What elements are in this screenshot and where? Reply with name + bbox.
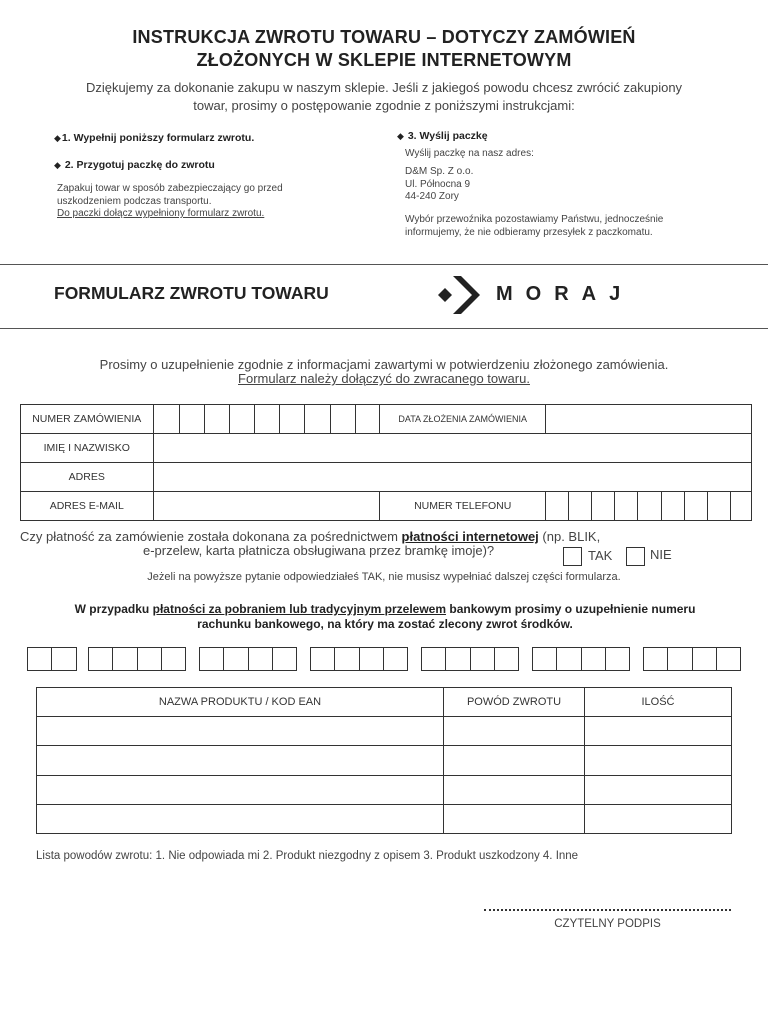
order-number-cell[interactable] <box>305 405 331 434</box>
bank-instruction-line-1 <box>40 602 730 617</box>
name-field[interactable] <box>153 434 751 463</box>
phone-label: NUMER TELEFONU <box>380 492 546 521</box>
bank-instruction <box>40 602 730 632</box>
account-digit-cell[interactable] <box>248 647 274 671</box>
table-row <box>37 775 732 804</box>
skip-note: Jeżeli na powyższe pytanie odpowiedziałeś TAK, nie musisz wypełniać dalszej części formularza. <box>147 571 621 583</box>
diamond-bullet-icon: ◆ <box>54 160 61 170</box>
title-line-1: INSTRUKCJA ZWROTU TOWARU – DOTYCZY ZAMÓWIEŃ <box>132 27 636 47</box>
divider-top <box>0 264 768 265</box>
document-title <box>0 26 768 72</box>
product-name-field[interactable] <box>37 775 444 804</box>
payment-question-text: Czy płatność za zamówienie została dokonana za pośrednictwem <box>20 529 402 544</box>
form-title: FORMULARZ ZWROTU TOWARU <box>54 283 329 303</box>
order-date-field[interactable] <box>546 405 752 434</box>
step-3 <box>397 130 488 142</box>
order-number-cell[interactable] <box>179 405 204 434</box>
account-digit-cell[interactable] <box>605 647 631 671</box>
customer-info-table <box>20 404 752 521</box>
account-digit-cell[interactable] <box>383 647 409 671</box>
payment-question-line-1 <box>20 529 600 544</box>
account-digit-cell[interactable] <box>223 647 249 671</box>
intro-text <box>40 79 728 115</box>
carrier-note-line: Wybór przewoźnika pozostawiamy Państwu, jednocześnie <box>405 214 664 225</box>
email-field[interactable] <box>153 492 380 521</box>
fill-note: Prosimy o uzupełnienie zgodnie z informacjami zawartymi w potwierdzeniu złożonego zamówienia. <box>99 357 669 372</box>
step-2-text <box>57 183 283 221</box>
product-name-header: NAZWA PRODUKTU / KOD EAN <box>37 688 444 717</box>
step-3-text: Wyślij paczkę na nasz adres: <box>405 148 534 159</box>
account-digit-cell[interactable] <box>112 647 138 671</box>
account-group <box>310 647 407 671</box>
quantity-field[interactable] <box>585 717 732 746</box>
phone-cell[interactable] <box>615 492 638 521</box>
products-table <box>36 687 732 834</box>
reason-field[interactable] <box>444 746 585 775</box>
order-number-cell[interactable] <box>280 405 305 434</box>
divider-bottom <box>0 328 768 329</box>
phone-cell[interactable] <box>569 492 592 521</box>
return-reasons-list: Lista powodów zwrotu: 1. Nie odpowiada mi 2. Produkt niezgodny z opisem 3. Produkt uszkodzony 4. Inne <box>36 850 579 862</box>
phone-cell[interactable] <box>546 492 569 521</box>
reason-field[interactable] <box>444 804 585 833</box>
account-digit-cell[interactable] <box>359 647 385 671</box>
reason-header: POWÓD ZWROTU <box>444 688 585 717</box>
bank-instruction-emphasis: płatności za pobraniem lub tradycyjnym przelewem <box>152 602 447 616</box>
account-group <box>88 647 185 671</box>
carrier-note <box>405 214 663 239</box>
account-group <box>643 647 740 671</box>
phone-cell[interactable] <box>661 492 684 521</box>
product-name-field[interactable] <box>37 746 444 775</box>
phone-cell[interactable] <box>730 492 751 521</box>
order-number-label: NUMER ZAMÓWIENIA <box>21 405 154 434</box>
quantity-field[interactable] <box>585 775 732 804</box>
no-checkbox[interactable] <box>626 547 645 566</box>
diamond-bullet-icon: ◆ <box>54 133 61 143</box>
signature-label: CZYTELNY PODPIS <box>554 918 661 930</box>
phone-cell[interactable] <box>707 492 730 521</box>
account-digit-cell[interactable] <box>161 647 187 671</box>
diamond-bullet-icon: ◆ <box>397 131 404 141</box>
step-2-text-line: Zapakuj towar w sposób zabezpieczający go przed <box>57 183 283 194</box>
order-number-cell[interactable] <box>229 405 254 434</box>
intro-line-2: towar, prosimy o postępowanie zgodnie z poniższymi instrukcjami: <box>193 98 575 113</box>
name-label: IMIĘ I NAZWISKO <box>21 434 154 463</box>
return-address <box>405 166 473 204</box>
quantity-header: ILOŚĆ <box>585 688 732 717</box>
account-digit-cell[interactable] <box>667 647 693 671</box>
account-digit-cell[interactable] <box>272 647 298 671</box>
account-digit-cell[interactable] <box>445 647 471 671</box>
account-digit-cell[interactable] <box>494 647 520 671</box>
account-digit-cell[interactable] <box>716 647 742 671</box>
attach-note: Formularz należy dołączyć do zwracanego towaru. <box>238 371 530 386</box>
yes-checkbox[interactable] <box>563 547 582 566</box>
phone-cell[interactable] <box>592 492 615 521</box>
table-row <box>37 717 732 746</box>
order-date-label: DATA ZŁOŻENIA ZAMÓWIENIA <box>380 405 546 434</box>
account-digit-cell[interactable] <box>310 647 336 671</box>
step-2-text-line: uszkodzeniem podczas transportu. <box>57 195 212 207</box>
table-row <box>37 804 732 833</box>
step-2-text-line: Do paczki dołącz wypełniony formularz zwrotu. <box>57 208 265 219</box>
table-row <box>37 746 732 775</box>
account-digit-cell[interactable] <box>88 647 114 671</box>
payment-question-emphasis: płatności internetowej <box>401 529 539 544</box>
step-1 <box>54 132 254 144</box>
step-2-label: 2. Przygotuj paczkę do zwrotu <box>64 159 215 171</box>
account-digit-cell[interactable] <box>581 647 607 671</box>
order-number-cell[interactable] <box>331 405 356 434</box>
quantity-field[interactable] <box>585 804 732 833</box>
title-line-2: ZŁOŻONYCH W SKLEPIE INTERNETOWYM <box>196 50 572 70</box>
email-label: ADRES E-MAIL <box>21 492 154 521</box>
account-digit-cell[interactable] <box>199 647 225 671</box>
address-line: Ul. Północna 9 <box>405 178 471 190</box>
step-1-label: 1. Wypełnij poniższy formularz zwrotu. <box>61 132 255 144</box>
address-line: D&M Sp. Z o.o. <box>405 166 474 177</box>
signature-line[interactable] <box>484 909 731 911</box>
phone-cell[interactable] <box>684 492 707 521</box>
logo-text: MORAJ <box>496 283 634 305</box>
reason-field[interactable] <box>444 717 585 746</box>
no-label: NIE <box>650 547 672 562</box>
bank-instruction-text: W przypadku <box>74 602 153 616</box>
bank-instruction-text: bankowym prosimy o uzupełnienie numeru <box>446 602 696 616</box>
step-2 <box>54 159 215 171</box>
quantity-field[interactable] <box>585 746 732 775</box>
account-digit-cell[interactable] <box>51 647 77 671</box>
yes-label: TAK <box>588 548 613 563</box>
intro-line-1: Dziękujemy za dokonanie zakupu w naszym sklepie. Jeśli z jakiegoś powodu chcesz zwrócić zakupiony <box>85 80 683 95</box>
account-group <box>532 647 629 671</box>
account-digit-cell[interactable] <box>470 647 496 671</box>
product-name-field[interactable] <box>37 717 444 746</box>
product-name-field[interactable] <box>37 804 444 833</box>
bank-instruction-line-2: rachunku bankowego, na który ma zostać zlecony zwrot środków. <box>197 617 573 631</box>
carrier-note-line: informujemy, że nie odbieramy przesyłek z paczkomatu. <box>405 226 653 238</box>
address-field[interactable] <box>153 463 751 492</box>
account-digit-cell[interactable] <box>334 647 360 671</box>
account-digit-cell[interactable] <box>137 647 163 671</box>
step-3-label: 3. Wyślij paczkę <box>407 130 488 142</box>
phone-cell[interactable] <box>638 492 661 521</box>
account-group <box>199 647 296 671</box>
account-digit-cell[interactable] <box>692 647 718 671</box>
account-digit-cell[interactable] <box>556 647 582 671</box>
address-label: ADRES <box>21 463 154 492</box>
account-digit-cell[interactable] <box>27 647 53 671</box>
account-digit-cell[interactable] <box>421 647 447 671</box>
account-digit-cell[interactable] <box>643 647 669 671</box>
account-group <box>421 647 518 671</box>
order-number-cell[interactable] <box>254 405 279 434</box>
reason-field[interactable] <box>444 775 585 804</box>
address-line: 44-240 Zory <box>405 191 459 202</box>
order-number-cell[interactable] <box>153 405 179 434</box>
account-group <box>27 647 76 671</box>
payment-question-text: (np. BLIK, <box>538 529 601 544</box>
order-number-cell[interactable] <box>204 405 229 434</box>
payment-question-line-2: e-przelew, karta płatnicza obsługiwana przez bramkę imoje)? <box>143 543 495 558</box>
order-number-cell[interactable] <box>356 405 380 434</box>
account-digit-cell[interactable] <box>532 647 558 671</box>
